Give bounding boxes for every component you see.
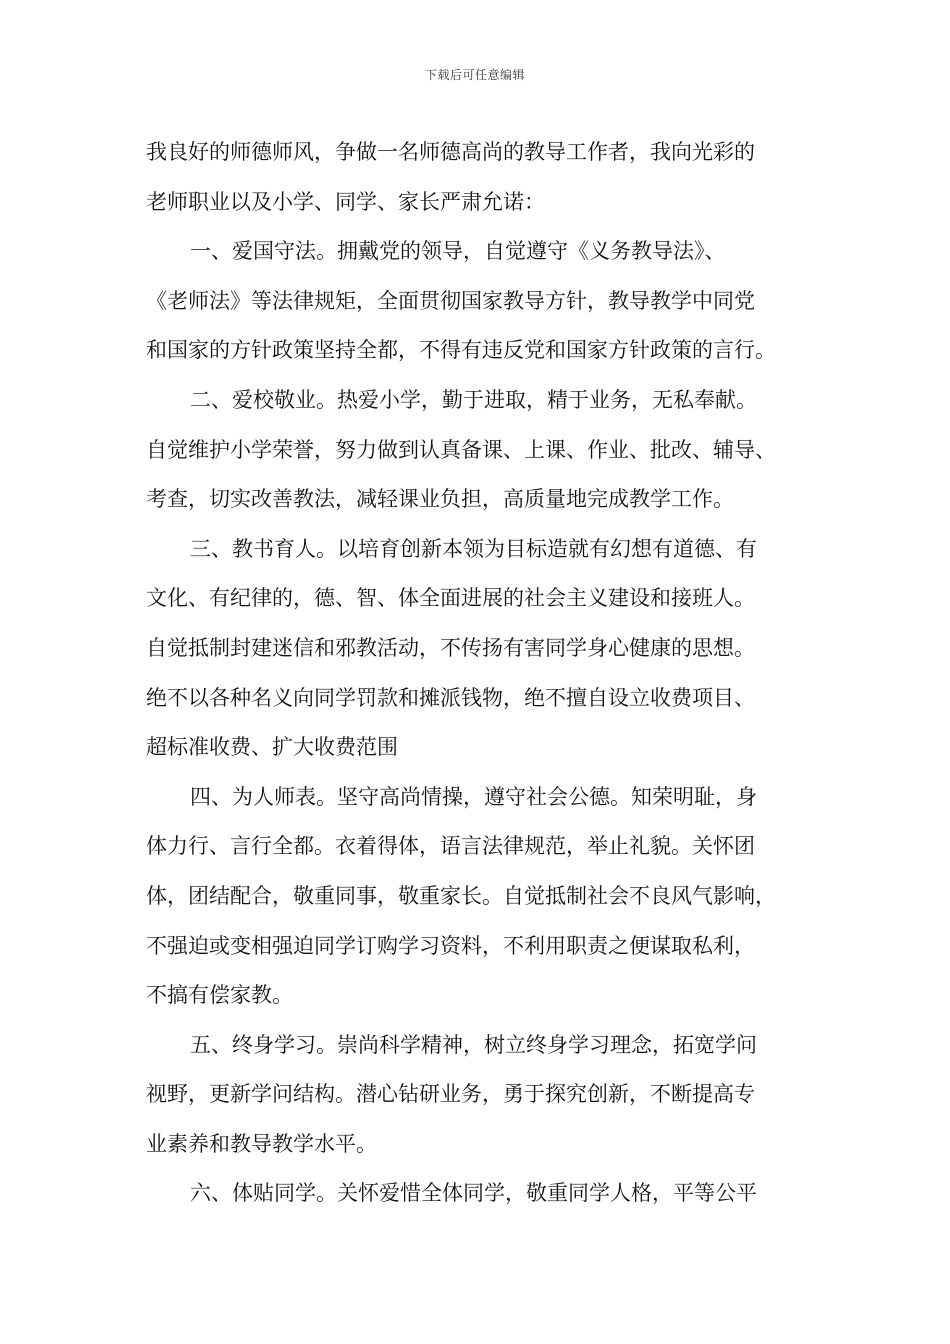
text-line: 自觉维护小学荣誉，努力做到认真备课、上课、作业、批改、辅导、: [146, 437, 776, 462]
paragraph-start: 一、爱国守法。拥戴党的领导，自觉遵守《义务教导法》、: [190, 239, 726, 264]
text-line: 《老师法》等法律规矩，全面贯彻国家教导方针，教导教学中同党: [146, 288, 755, 313]
text-line: 视野，更新学问结构。潜心钻研业务，勇于探究创新，不断提高专: [146, 1082, 755, 1107]
text-line: 业素养和教导教学水平。: [146, 1131, 377, 1156]
paragraph-start: 五、终身学习。崇尚科学精神，树立终身学习理念，拓宽学问: [190, 1032, 757, 1057]
text-line: 自觉抵制封建迷信和邪教活动，不传扬有害同学身心健康的思想。: [146, 635, 755, 660]
paragraph-start: 三、教书育人。以培育创新本领为目标造就有幻想有道德、有: [190, 536, 757, 561]
text-line: 我良好的师德师风，争做一名师德高尚的教导工作者，我向光彩的: [146, 140, 755, 164]
paragraph-start: 六、体贴同学。关怀爱惜全体同学，敬重同学人格，平等公平: [190, 1181, 757, 1206]
text-line: 不搞有偿家教。: [146, 983, 293, 1008]
page-header: 下载后可任意编辑: [424, 68, 525, 82]
text-line: 老师职业以及小学、同学、家长严肃允诺：: [146, 189, 545, 214]
text-line: 体，团结配合，敬重同事，敬重家长。自觉抵制社会不良风气影响，: [146, 883, 776, 908]
text-line: 考查，切实改善教法，减轻课业负担，高质量地完成教学工作。: [146, 487, 734, 512]
text-line: 绝不以各种名义向同学罚款和摊派钱物，绝不擅自设立收费项目、: [146, 685, 755, 710]
text-line: 和国家的方针政策坚持全都，不得有违反党和国家方针政策的言行。: [146, 338, 776, 363]
document-body: [146, 128, 822, 1219]
text-line: 超标准收费、扩大收费范围: [146, 735, 398, 760]
text-line: 不强迫或变相强迫同学订购学习资料，不利用职责之便谋取私利，: [146, 933, 755, 958]
paragraph-start: 四、为人师表。坚守高尚情操，遵守社会公德。知荣明耻，身: [190, 784, 757, 809]
paragraph-start: 二、爱校敬业。热爱小学，勤于进取，精于业务，无私奉献。: [190, 387, 757, 412]
text-line: 文化、有纪律的，德、智、体全面进展的社会主义建设和接班人。: [146, 586, 755, 611]
text-line: 体力行、言行全都。衣着得体，语言法律规范，举止礼貌。关怀团: [146, 834, 755, 859]
